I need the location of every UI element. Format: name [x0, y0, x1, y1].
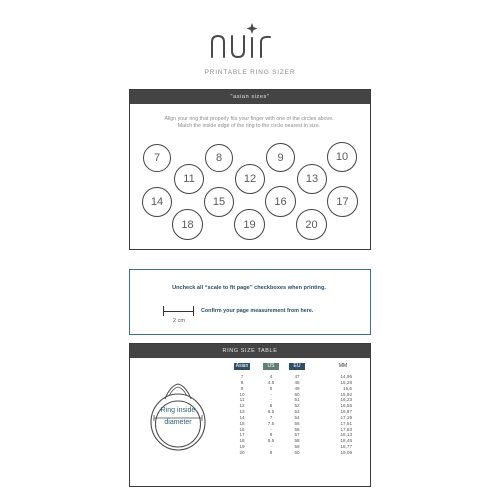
instructions-line-2: Match the inside edge of the ring to the circle nearest in size.	[177, 123, 321, 129]
table-cell-mm-7: 17,19	[340, 414, 352, 420]
ruler-tick-right	[193, 306, 194, 316]
confirm-measurement-text: Confirm your page measurement from here.	[201, 308, 314, 314]
nuir-logo	[0, 18, 500, 62]
table-cell-mm-8: 17,51	[340, 420, 352, 426]
table-cell-eu-13: 60	[294, 449, 300, 455]
table-panel-header: RING SIZE TABLE	[130, 344, 370, 358]
col-header-mm: MM	[338, 363, 348, 369]
size-circle-9: 9	[266, 143, 295, 172]
table-cell-asian-10: 17	[239, 432, 245, 438]
table-cell-asian-9: 16	[239, 426, 245, 432]
table-cell-eu-7: 54	[294, 414, 300, 420]
table-cell-us-13: 9	[269, 449, 273, 455]
table-cell-mm-4: 16,23	[340, 397, 352, 403]
table-cell-asian-0: 7	[240, 374, 244, 379]
table-cell-mm-2: 15,6	[343, 385, 352, 391]
table-cell-mm-6: 16,87	[340, 409, 352, 415]
table-cell-eu-5: 52	[294, 403, 300, 409]
ring-label-line-2: diameter	[164, 419, 192, 426]
ruler-line	[163, 311, 193, 312]
size-circle-12: 12	[235, 164, 265, 194]
table-cell-asian-6: 13	[239, 409, 245, 415]
table-cell-asian-13: 20	[239, 449, 245, 455]
table-cell-eu-0: 47	[294, 374, 300, 379]
instructions-line-1: Align your ring that properly fits your finger with one of the circles above.	[164, 116, 334, 122]
table-cell-us-4: -	[270, 397, 272, 403]
col-header-us: US	[263, 363, 279, 370]
table-cell-eu-6: 53	[294, 409, 300, 415]
table-cell-asian-3: 10	[239, 391, 245, 397]
table-cell-us-11: 8.5	[267, 438, 275, 444]
table-cell-us-6: 6.5	[267, 409, 275, 415]
table-cell-mm-12: 18,77	[340, 444, 352, 450]
column-mm-values	[330, 374, 352, 456]
size-circle-7: 7	[143, 144, 171, 172]
size-circle-13: 13	[297, 164, 327, 194]
table-cell-mm-1: 15,28	[340, 379, 352, 385]
table-cell-mm-5: 16,55	[340, 403, 352, 409]
table-cell-eu-3: 50	[294, 391, 300, 397]
table-cell-mm-9: 17,83	[340, 426, 352, 432]
table-cell-us-5: 6	[269, 403, 273, 409]
table-cell-eu-12: 59	[294, 444, 300, 450]
table-cell-us-10: 8	[269, 432, 273, 438]
table-cell-eu-11: 58	[294, 438, 300, 444]
size-circle-10: 10	[327, 142, 357, 172]
table-cell-asian-12: 19	[239, 444, 245, 450]
table-cell-eu-8: 55	[294, 420, 300, 426]
print-notice-panel	[129, 269, 371, 335]
table-cell-eu-10: 57	[294, 432, 300, 438]
table-cell-us-2: 5	[269, 385, 273, 391]
table-cell-mm-13: 19,09	[340, 449, 352, 455]
sizer-instructions	[129, 116, 369, 130]
size-circle-20: 20	[296, 209, 327, 240]
table-cell-asian-2: 9	[240, 385, 244, 391]
table-cell-mm-10: 18,13	[340, 432, 352, 438]
table-cell-eu-4: 51	[294, 397, 300, 403]
size-circle-11: 11	[174, 164, 204, 194]
table-cell-eu-2: 49	[294, 385, 300, 391]
page-subtitle: PRINTABLE RING SIZER	[204, 69, 296, 76]
size-circle-19: 19	[234, 209, 265, 240]
table-cell-asian-7: 14	[239, 414, 245, 420]
col-header-eu: EU	[289, 363, 305, 370]
table-cell-us-3: -	[270, 391, 272, 397]
table-cell-eu-9: 56	[294, 426, 300, 432]
table-cell-us-12: -	[270, 444, 272, 450]
table-cell-asian-5: 12	[239, 403, 245, 409]
size-circle-14: 14	[142, 187, 172, 217]
table-cell-us-7: 7	[269, 414, 273, 420]
column-us-values	[263, 374, 279, 456]
size-circle-18: 18	[172, 209, 203, 240]
table-cell-mm-11: 18,45	[340, 438, 352, 444]
table-cell-asian-4: 11	[239, 397, 245, 403]
size-circle-8: 8	[205, 144, 233, 172]
table-cell-us-1: 4.5	[267, 379, 275, 385]
table-cell-asian-8: 15	[239, 420, 245, 426]
table-cell-us-8: 7.5	[267, 420, 275, 426]
table-cell-mm-3: 15,92	[340, 391, 352, 397]
size-circle-17: 17	[327, 186, 358, 217]
table-cell-us-9: -	[270, 426, 272, 432]
column-eu-values	[289, 374, 305, 456]
table-cell-asian-1: 8	[240, 379, 244, 385]
table-cell-asian-11: 18	[239, 438, 245, 444]
sizer-panel-header: "asian sizes"	[130, 90, 370, 104]
col-header-asian: Asian	[235, 363, 249, 369]
size-circle-15: 15	[204, 187, 234, 217]
ring-label-line-1: Ring inside	[160, 407, 196, 414]
size-circle-16: 16	[265, 186, 296, 217]
table-cell-us-0: 4	[269, 374, 273, 379]
table-cell-mm-0: 14,96	[340, 374, 352, 379]
ruler-label: 2 cm	[173, 318, 185, 324]
print-warning: Uncheck all “scale to fit page” checkboxes when printing.	[172, 285, 326, 291]
table-cell-eu-1: 48	[294, 379, 300, 385]
column-asian-values	[234, 374, 250, 456]
